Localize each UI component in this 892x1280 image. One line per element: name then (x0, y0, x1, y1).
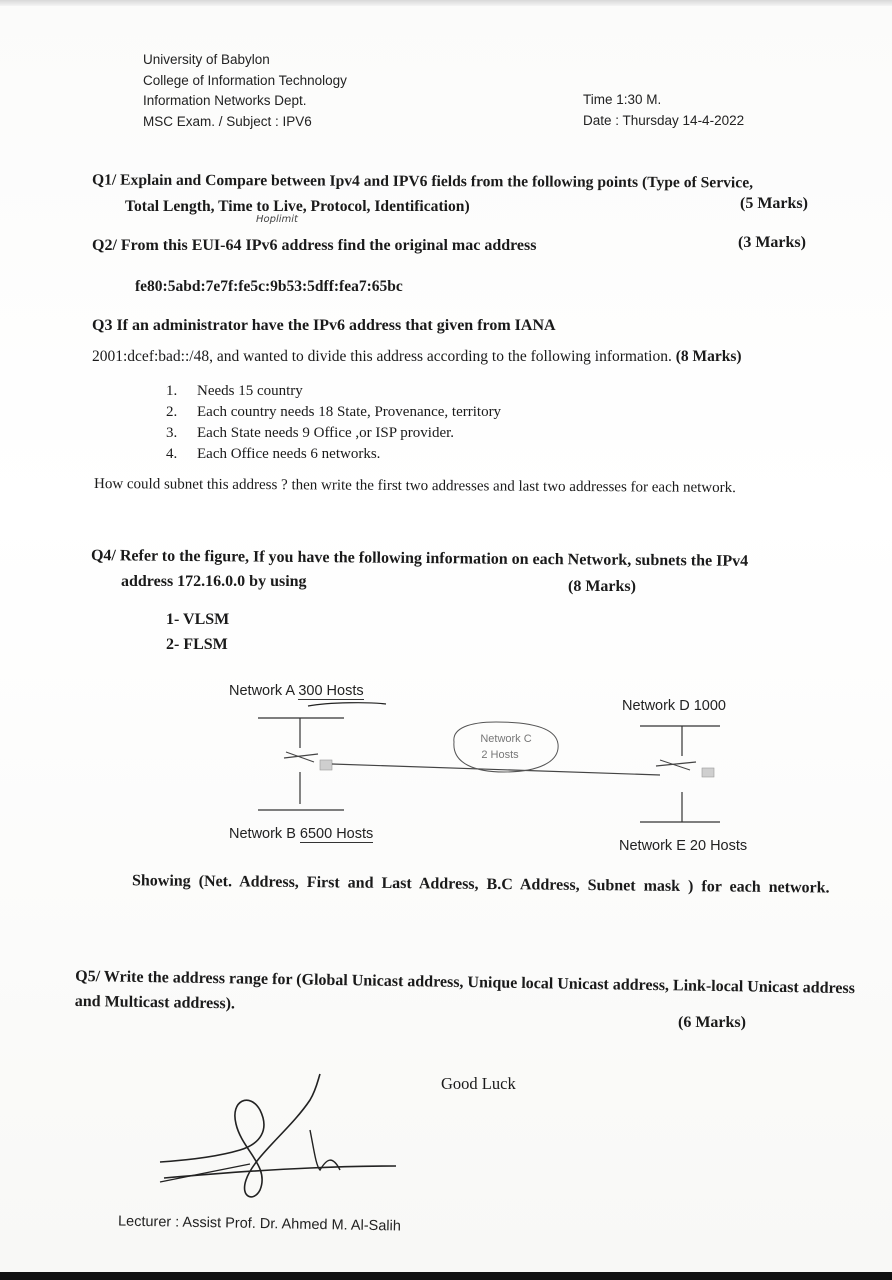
q3-subnet-question: How could subnet this address ? then write the first two addresses and last two addresses for each network. (93, 476, 736, 496)
university-name: University of Babylon (143, 52, 270, 67)
exam-subject: MSC Exam. / Subject : IPV6 (143, 113, 312, 129)
q2-marks: (3 Marks) (738, 234, 806, 251)
lecturer-signature (150, 1070, 410, 1210)
network-c-link (332, 764, 660, 775)
q3-title: Q3 If an administrator have the IPv6 address that given from IANA (92, 317, 556, 334)
header-institution (143, 50, 347, 132)
q1-marks: (5 Marks) (740, 195, 808, 212)
q4-line1: Q4/ Refer to the figure, If you have the following information on each Network, subnets the IPv4 (90, 547, 749, 570)
q4-line2: address 172.16.0.0 by using (121, 573, 307, 590)
network-c-hosts: 2 Hosts (481, 749, 519, 761)
router-left-icon (284, 752, 332, 770)
q1-handwritten-note: Hoplimit (256, 214, 298, 225)
q3-marks: (8 Marks) (675, 348, 742, 365)
q2-eui64-address: fe80:5abd:7e7f:fe5c:9b53:5dff:fea7:65bc (135, 278, 403, 295)
network-b-label: Network B 6500 Hosts (229, 826, 374, 842)
method-flsm: 2- FLSM (166, 636, 228, 653)
list-item: 4. Each Office needs 6 networks. (166, 446, 381, 462)
lecturer-name: Lecturer : Assist Prof. Dr. Ahmed M. Al-Salih (117, 1213, 401, 1235)
network-e-label: Network E 20 Hosts (619, 838, 748, 854)
department-name: Information Networks Dept. (143, 93, 307, 108)
q1-line2: Total Length, Time to Live, Protocol, Identification) (125, 198, 470, 215)
list-item: 2. Each country needs 18 State, Provenance, territory (166, 404, 502, 420)
network-d-label: Network D 1000 (622, 698, 726, 714)
q5-marks: (6 Marks) (678, 1014, 746, 1031)
q4-showing-instruction: Showing (Net. Address, First and Last Address, B.C Address, Subnet mask ) for each network. (131, 872, 830, 897)
q1-line1: Q1/ Explain and Compare between Ipv4 and IPV6 fields from the following points (Type of Service, (91, 171, 754, 192)
network-c-cloud (454, 722, 558, 772)
page-top-edge (0, 0, 892, 6)
exam-date: Date : Thursday 14-4-2022 (583, 112, 745, 128)
page-bottom-edge (0, 1272, 892, 1280)
q3-address-line (92, 348, 742, 366)
good-luck-text: Good Luck (441, 1074, 516, 1093)
router-right-icon (656, 760, 714, 777)
q4-methods (166, 607, 229, 657)
q4-marks: (8 Marks) (568, 578, 636, 595)
list-item: 1. Needs 15 country (166, 383, 303, 399)
q3-requirements-list (166, 381, 501, 465)
q2-question: Q2/ From this EUI-64 IPv6 address find the original mac address (92, 237, 537, 254)
exam-time: Time 1:30 M. (583, 92, 662, 107)
list-item: 3. Each State needs 9 Office ,or ISP provider. (166, 425, 455, 441)
network-a-label: Network A 300 Hosts (229, 683, 364, 699)
network-diagram (220, 676, 780, 866)
q5-question: Q5/ Write the address range for (Global Unicast address, Unique local Unicast address, Link-local Unicast address and Multicast address). (74, 967, 856, 1013)
method-vlsm: 1- VLSM (166, 611, 230, 628)
q3-address-text: 2001:dcef:bad::/48, and wanted to divide this address according to the following information. (92, 348, 672, 365)
college-name: College of Information Technology (143, 72, 347, 88)
header-schedule (583, 90, 744, 131)
network-c-label: Network C (480, 733, 532, 745)
